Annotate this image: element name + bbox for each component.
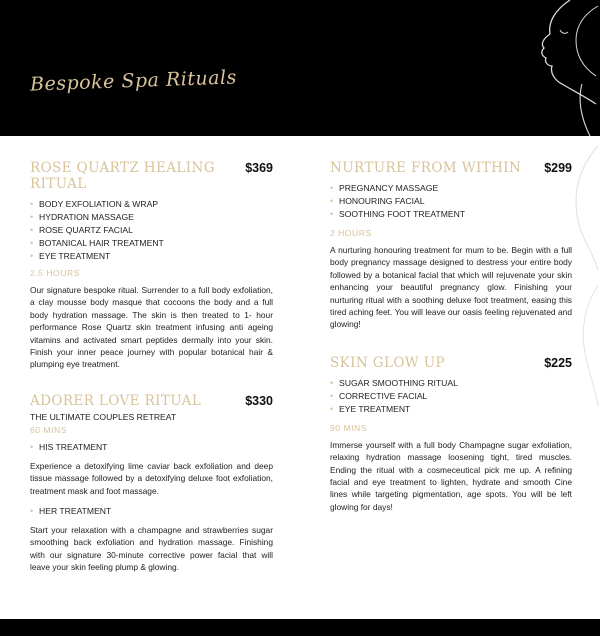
treatment-name: ADORER LOVE RITUAL xyxy=(30,392,202,409)
list-item: • SOOTHING FOOT TREATMENT xyxy=(330,208,572,221)
treatment-price: $369 xyxy=(245,161,273,175)
list-item: • HER TREATMENT xyxy=(30,505,273,518)
list-item: • BOTANICAL HAIR TREATMENT xyxy=(30,237,273,250)
her-treatment-description: Start your relaxation with a champagne and strawberries sugar smoothing back exfoliation and hydration massage. Finishing with our signature 30-minute corrective power facial that will leave your skin feeling plump & glowing. xyxy=(30,525,273,573)
treatment-name: NURTURE FROM WITHIN xyxy=(330,160,522,176)
page-title: Bespoke Spa Rituals xyxy=(29,66,238,96)
treatment-duration: 90 MINS xyxy=(330,422,367,433)
list-item: • SUGAR SMOOTHING RITUAL xyxy=(330,377,572,390)
treatment-price: $225 xyxy=(544,355,572,370)
his-treatment-label xyxy=(30,441,273,454)
list-item: • HIS TREATMENT xyxy=(30,441,273,454)
treatment-price: $299 xyxy=(544,161,572,175)
treatment-name: SKIN GLOW UP xyxy=(330,354,446,371)
his-treatment-description: Experience a detoxifying lime caviar back exfoliation and deep tissue massage followed by a detoxifying deluxe foot exfoliation, treatment mask and foot massage. xyxy=(30,460,273,496)
treatment-description: A nurturing honouring treatment for mum to be. Begin with a full body pregnancy massage designed to destress your entire body followed by a botanical facial that which will rejuvenate your skin enhancing your beautiful pregnancy glow. Finishing your nurturing ritual with a soothing deluxe foot treatment, easing this tired aching feet. You will leave our oasis feeling rejuvenated and glowing! xyxy=(330,245,572,330)
list-item: • HYDRATION MASSAGE xyxy=(30,211,273,224)
treatment-duration: 2 HOURS xyxy=(330,228,372,238)
treatment-subtitle: THE ULTIMATE COUPLES RETREAT xyxy=(30,411,177,422)
her-treatment-label xyxy=(30,505,273,518)
left-column xyxy=(30,160,273,590)
treatment-rose-quartz xyxy=(30,160,273,371)
treatment-description: Our signature bespoke ritual. Surrender to a full body exfoliation, a clay mousse body masque that cocoons the body and a full body hydration massage. The skin is then treated to 1- hour performance Rose Quartz skin treatment infusing anti ageing vitamins and activated smart peptides dermally into your skin. Finish your inner peace journey with popular botanical hair & plumping eye treatment. xyxy=(30,285,273,370)
face-line-art-icon xyxy=(500,0,600,136)
list-item: • PREGNANCY MASSAGE xyxy=(330,182,572,195)
list-item: • EYE TREATMENT xyxy=(30,250,273,263)
treatment-items xyxy=(330,182,572,221)
treatment-duration: 2.5 HOURS xyxy=(30,268,80,278)
list-item: • CORRECTIVE FACIAL xyxy=(330,390,572,403)
treatment-description: Immerse yourself with a full body Champagne sugar exfoliation, relaxing hydration massage loosening tight, tired muscles. Ending the ritual with a cosmeceutical pick me up. A refining facial and eye treatment to lighten, hydrate and smooth Cine lines while targeting pigmentation, age spots. You will be left glowing for days! xyxy=(330,439,572,512)
treatment-price: $330 xyxy=(245,393,273,408)
treatment-name: ROSE QUARTZ HEALING RITUAL xyxy=(30,160,215,192)
list-item: • BODY EXFOLIATION & WRAP xyxy=(30,198,273,211)
treatment-nurture xyxy=(330,160,572,331)
right-column xyxy=(330,160,572,529)
list-item: • ROSE QUARTZ FACIAL xyxy=(30,224,273,237)
footer-bar xyxy=(0,619,600,636)
treatment-duration: 60 MINS xyxy=(30,424,67,435)
list-item: • HONOURING FACIAL xyxy=(330,195,572,208)
treatment-items xyxy=(30,198,273,263)
treatment-items xyxy=(330,377,572,416)
list-item: • EYE TREATMENT xyxy=(330,403,572,416)
treatment-adorer-love xyxy=(30,393,273,574)
treatment-skin-glow xyxy=(330,355,572,513)
header-banner xyxy=(0,0,600,136)
